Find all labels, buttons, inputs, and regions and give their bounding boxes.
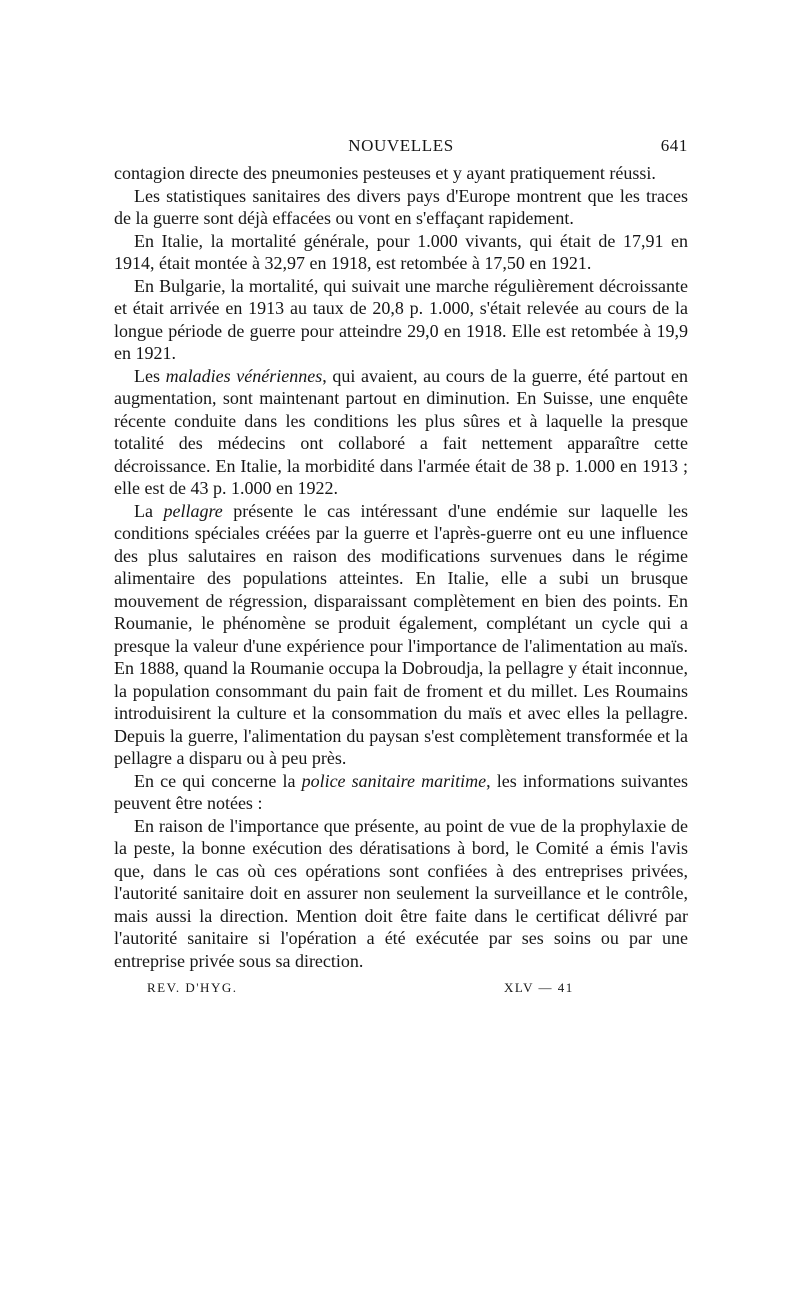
footer-journal-abbrev: REV. D'HYG. [147, 980, 238, 995]
document-page [114, 136, 688, 1002]
paragraph-italie-mortalite: En Italie, la mortalité générale, pour 1.000 vivants, qui était de 17,91 en 1914, était montée à 32,97 en 1918, est retombée à 17,50 en 1921. [114, 230, 688, 273]
paragraph-maladies-veneriennes [114, 365, 688, 500]
running-header [114, 136, 688, 162]
header-title: NOUVELLES [348, 136, 454, 155]
paragraph-pellagre [114, 500, 688, 770]
italic-term: police sanitaire maritime [301, 770, 487, 791]
paragraph-text: En ce qui concerne la [134, 770, 302, 791]
paragraph-text: , qui avaient, au cours de la guerre, été partout en augmentation, sont maintenant partout en diminution. En Suisse, une enquête récente conduite dans les conditions les plus sûres et à laquelle la presque totalité des médecins ont collaboré a fait nettement apparaître cette décroissance. En Italie, la morbidité dans l'armée était de 38 p. 1.000 en 1913 ; elle est de 43 p. 1.000 en 1922. [114, 365, 688, 498]
italic-term: maladies vénériennes [165, 365, 323, 386]
body-text [114, 162, 688, 972]
paragraph-text: présente le cas intéressant d'une endémie sur laquelle les conditions spéciales créées par la guerre et l'après-guerre ont eu une influence des plus salutaires en raison des modifications survenues dans le régime alimentaire des populations atteintes. En Italie, elle a subi un brusque mouvement de régression, disparaissant complètement en bien des points. En Roumanie, le phénomène se produit également, complétant un cycle qui a presque la valeur d'une expérience pour l'importance de l'alimentation au maïs. En 1888, quand la Roumanie occupa la Dobroudja, la pellagre y était inconnue, la population consommant du pain fait de froment et du millet. Les Roumains introduisirent la culture et la consommation du maïs et avec elles la pellagre. Depuis la guerre, l'alimentation du paysan s'est complètement transformée et la pellagre a disparu ou à peu près. [114, 500, 688, 768]
paragraph-statistics: Les statistiques sanitaires des divers pays d'Europe montrent que les traces de la guerre sont déjà effacées ou vont en s'effaçant rapidement. [114, 185, 688, 228]
paragraph-bulgarie: En Bulgarie, la mortalité, qui suivait une marche régulièrement décroissante et était arrivée en 1913 au taux de 20,8 p. 1.000, s'était relevée au cours de la longue période de guerre pour atteindre 29,0 en 1918. Elle est retombée à 19,9 en 1921. [114, 275, 688, 363]
paragraph-text: Les [134, 365, 166, 386]
paragraph-continuation: contagion directe des pneumonies pesteuses et y ayant pratiquement réussi. [114, 163, 656, 183]
paragraph-text: La [134, 500, 164, 521]
footer-signature-mark: XLV — 41 [504, 980, 574, 995]
italic-term: pellagre [163, 500, 223, 521]
page-footer [114, 978, 688, 1002]
paragraph-police-sanitaire [114, 770, 688, 815]
page-number: 641 [660, 136, 688, 155]
paragraph-text: , les informations suivantes peuvent être notées : [114, 770, 688, 813]
paragraph-deratisation: En raison de l'importance que présente, au point de vue de la prophylaxie de la peste, la bonne exécution des dératisations à bord, le Comité a émis l'avis que, dans le cas où ces opérations sont confiées à des entreprises privées, l'autorité sanitaire doit en assurer non seulement la surveillance et le contrôle, mais aussi la direction. Mention doit être faite dans le certificat délivré par l'autorité sanitaire si l'opération a été exécutée par ses soins ou par une entreprise privée sous sa direction. [114, 815, 688, 971]
